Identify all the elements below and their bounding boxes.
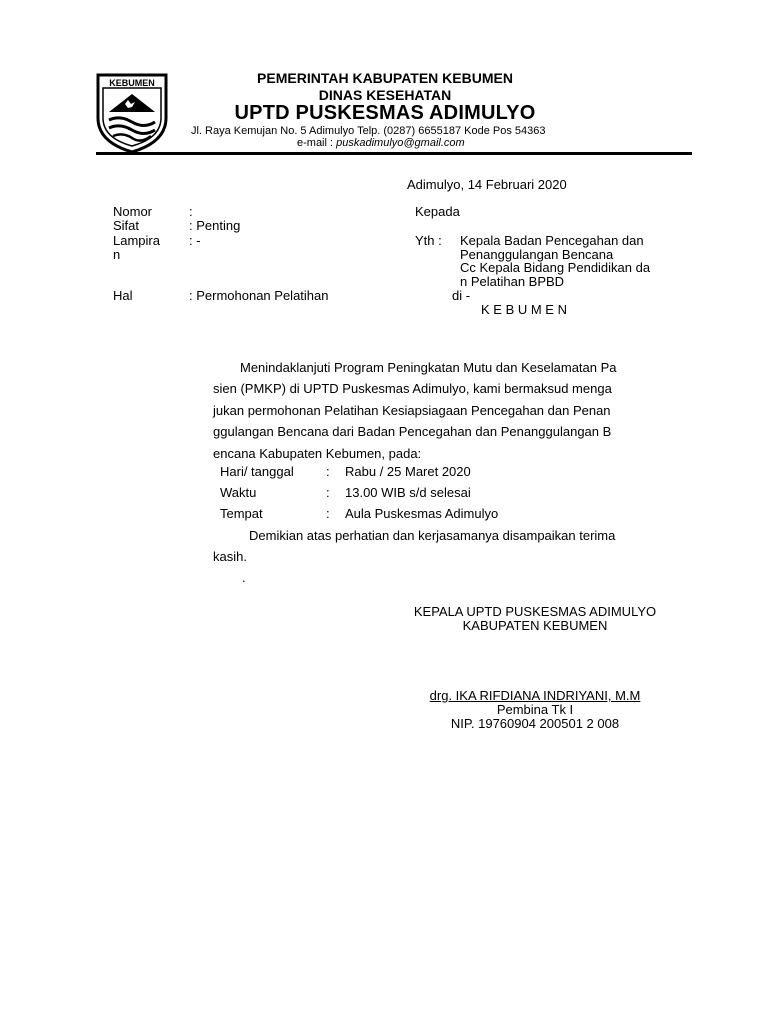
yth-label: Yth : — [415, 233, 442, 248]
email-line — [297, 137, 465, 149]
signer-title: KEPALA UPTD PUSKESMAS ADIMULYO — [413, 604, 657, 619]
kepada-label: Kepada — [415, 204, 460, 219]
recipient-line-1: Kepala Badan Pencegahan dan — [460, 233, 644, 248]
signer-name — [380, 688, 690, 703]
kebumen-emblem-logo — [95, 72, 169, 154]
organization-name: UPTD PUSKESMAS ADIMULYO — [234, 102, 536, 124]
closing-line: Demikian atas perhatian dan kerjasamanya disampaikan terima — [249, 528, 616, 543]
department-line: DINAS KESEHATAN — [318, 87, 452, 103]
detail-sep: : — [326, 464, 330, 479]
recipient-city: K E B U M E N — [481, 302, 567, 317]
sifat-label: Sifat — [113, 218, 140, 233]
signer-nip: NIP. 19760904 200501 2 008 — [450, 716, 620, 731]
sifat-value: : Penting — [189, 218, 241, 233]
lampiran-label: Lampira — [113, 233, 160, 248]
body-line: ggulangan Bencana dari Badan Pencegahan dan Penanggulangan B — [213, 424, 612, 439]
body-line: sien (PMKP) di UPTD Puskesmas Adimulyo, kami bermaksud menga — [213, 381, 612, 396]
detail-value-time: 13.00 WIB s/d selesai — [345, 485, 471, 500]
signer-rank: Pembina Tk I — [496, 702, 574, 717]
hal-label: Hal — [113, 288, 133, 303]
detail-label-time: Waktu — [220, 485, 257, 500]
trailing-dot: . — [242, 570, 246, 585]
closing-line: kasih. — [213, 549, 247, 564]
lampiran-value: : - — [189, 233, 201, 248]
address-line: Jl. Raya Kemujan No. 5 Adimulyo Telp. (0287) 6655187 Kode Pos 54363 — [191, 125, 546, 137]
recipient-line-4: n Pelatihan BPBD — [460, 274, 565, 289]
di-label: di - — [452, 288, 471, 303]
signer-region: KABUPATEN KEBUMEN — [462, 618, 608, 633]
signer-name-text: drg. IKA RIFDIANA INDRIYANI, M.M — [429, 688, 641, 703]
detail-value-day: Rabu / 25 Maret 2020 — [345, 464, 471, 479]
email-address[interactable]: puskadimulyo@gmail.com — [336, 137, 465, 149]
nomor-value: : — [189, 204, 193, 219]
body-line: Menindaklanjuti Program Peningkatan Mutu dan Keselamatan Pa — [240, 360, 617, 375]
nomor-label: Nomor — [113, 204, 153, 219]
email-label: e-mail : — [297, 137, 334, 149]
hal-value: : Permohonan Pelatihan — [189, 288, 329, 303]
detail-sep: : — [326, 506, 330, 521]
detail-label-place: Tempat — [220, 506, 263, 521]
detail-label-day: Hari/ tanggal — [220, 464, 294, 479]
recipient-line-2: Penanggulangan Bencana — [460, 247, 614, 262]
government-line: PEMERINTAH KABUPATEN KEBUMEN — [257, 70, 513, 86]
recipient-line-3: Cc Kepala Bidang Pendidikan da — [460, 260, 651, 275]
svg-text:KEBUMEN: KEBUMEN — [109, 78, 155, 88]
lampiran-label-wrap: n — [113, 247, 121, 262]
body-line: encana Kabupaten Kebumen, pada: — [213, 446, 422, 461]
body-line: jukan permohonan Pelatihan Kesiapsiagaan Pencegahan dan Penan — [213, 403, 611, 418]
letterhead-divider — [96, 152, 692, 155]
place-date: Adimulyo, 14 Februari 2020 — [407, 177, 567, 192]
detail-sep: : — [326, 485, 330, 500]
detail-value-place: Aula Puskesmas Adimulyo — [345, 506, 499, 521]
